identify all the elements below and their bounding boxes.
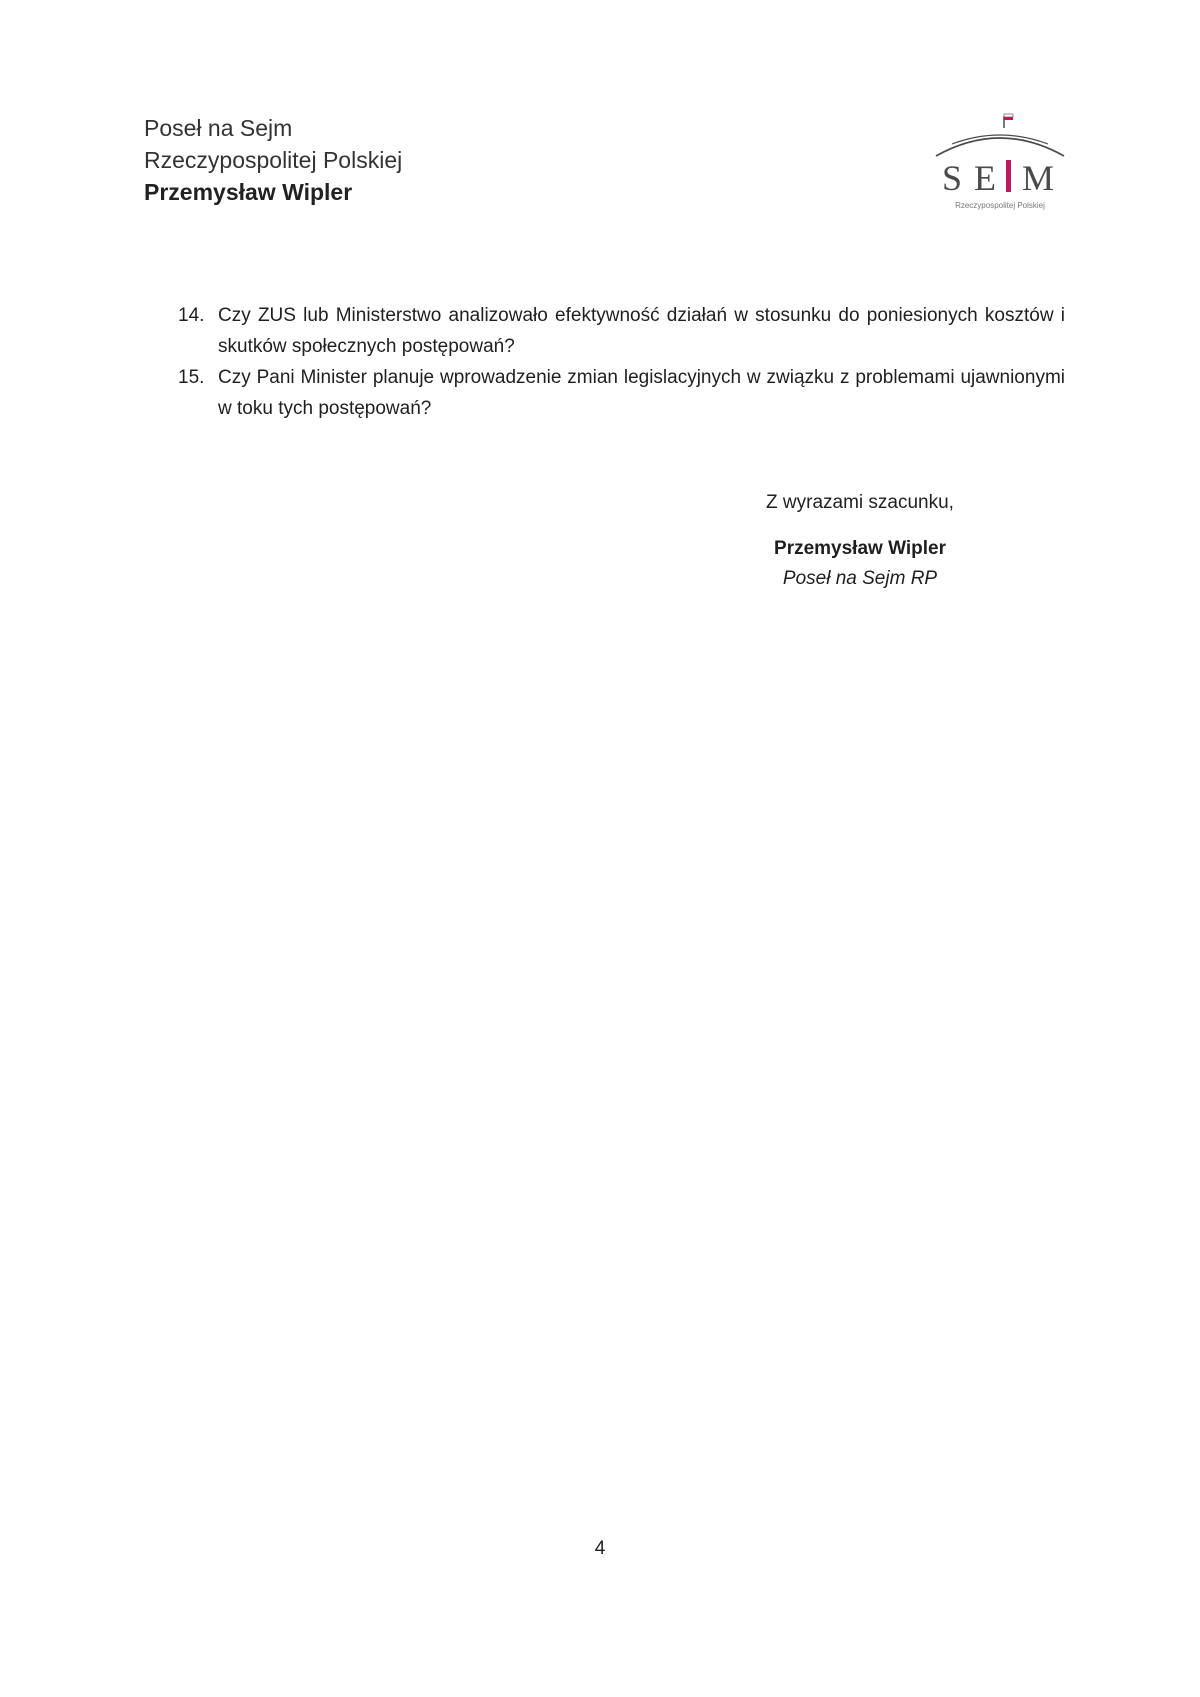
svg-text:S: S — [942, 158, 963, 198]
questions-list — [178, 300, 1065, 424]
letterhead-line-2: Rzeczypospolitej Polskiej — [144, 147, 403, 173]
closing-greeting: Z wyrazami szacunku, — [766, 492, 954, 513]
sejm-logo — [930, 108, 1070, 212]
question-text: Czy Pani Minister planuje wprowadzenie zmian legislacyjnych w związku z problemami ujawnionymi w toku tych postępowań? — [218, 367, 1065, 419]
sejm-logo-graphic — [930, 108, 1070, 212]
signature-name: Przemysław Wipler — [774, 538, 946, 559]
page-number: 4 — [594, 1538, 606, 1559]
letterhead-line-1: Poseł na Sejm — [144, 115, 293, 141]
question-item — [178, 362, 1065, 424]
signature-title: Poseł na Sejm RP — [782, 568, 938, 589]
letterhead — [144, 112, 644, 208]
letterhead-name: Przemysław Wipler — [144, 179, 353, 205]
question-number: 14. — [178, 305, 205, 326]
question-item — [178, 300, 1065, 362]
svg-text:Rzeczypospolitej Polskiej: Rzeczypospolitej Polskiej — [955, 201, 1045, 210]
question-text: Czy ZUS lub Ministerstwo analizowało efektywność działań w stosunku do poniesionych kosztów i skutków społecznych postępowań? — [218, 305, 1065, 357]
svg-text:M: M — [1022, 158, 1055, 198]
svg-text:E: E — [974, 158, 996, 198]
closing-block — [700, 488, 1020, 594]
question-number: 15. — [178, 367, 205, 388]
